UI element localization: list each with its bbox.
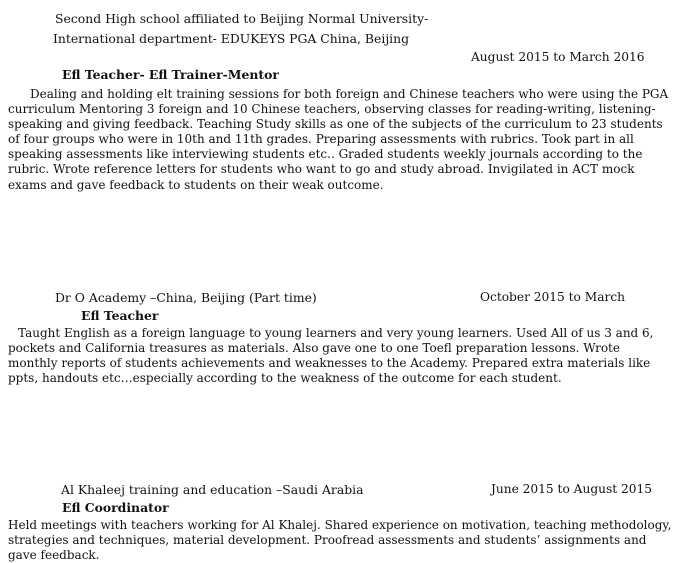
job1-description-text: Dealing and holding elt training sessions for both foreign and Chinese teachers who were using the PGA curriculum Mentoring 3 foreign and 10 Chinese teachers, observing classes for reading-writing, listening-speaking and giving feedback. Teaching Study skills as one of the subjects of the curriculum to 23 students of four groups who were in 10th and 11th grades. Preparing assessments with rubrics. Took part in all speaking assessments like interviewing students etc.. Graded students weekly journals according to the rubric. Wrote reference letters for students who want to go and study abroad. Invigilated in ACT mock exams and gave feedback to students on their weak outcome. [8,87,669,192]
job1-description [8,87,672,193]
job2-description [8,326,672,386]
job3-role: Efl Coordinator [62,500,169,515]
job3-dates: June 2015 to August 2015 [491,482,653,496]
job1-organization-line1: Second High school affiliated to Beijing Normal University- [55,11,429,26]
job2-dates: October 2015 to March [480,290,626,304]
job1-organization-line2: International department- EDUKEYS PGA China, Beijing [53,31,410,46]
job2-role: Efl Teacher [81,308,159,323]
job2-description-text: Taught English as a foreign language to young learners and very young learners. Used All of us 3 and 6, pockets and California treasures as materials. Also gave one to one Toefl preparation lessons. Wrote monthly reports of students achievements and weaknesses to the Academy. Prepared extra materials like ppts, handouts etc…especially according to the weakness of the outcome for each student. [8,326,654,386]
job3-organization: Al Khaleej training and education –Saudi Arabia [61,482,364,497]
job3-description-text: Held meetings with teachers working for Al Khalej. Shared experience on motivation, teaching methodology, strategies and techniques, material development. Proofread assessments and students’ assignments and gave feedback. [8,518,672,563]
job2-organization: Dr O Academy –China, Beijing (Part time) [55,290,317,305]
job1-dates: August 2015 to March 2016 [471,50,645,64]
job1-role: Efl Teacher- Efl Trainer-Mentor [62,67,279,82]
job3-description [8,518,672,563]
